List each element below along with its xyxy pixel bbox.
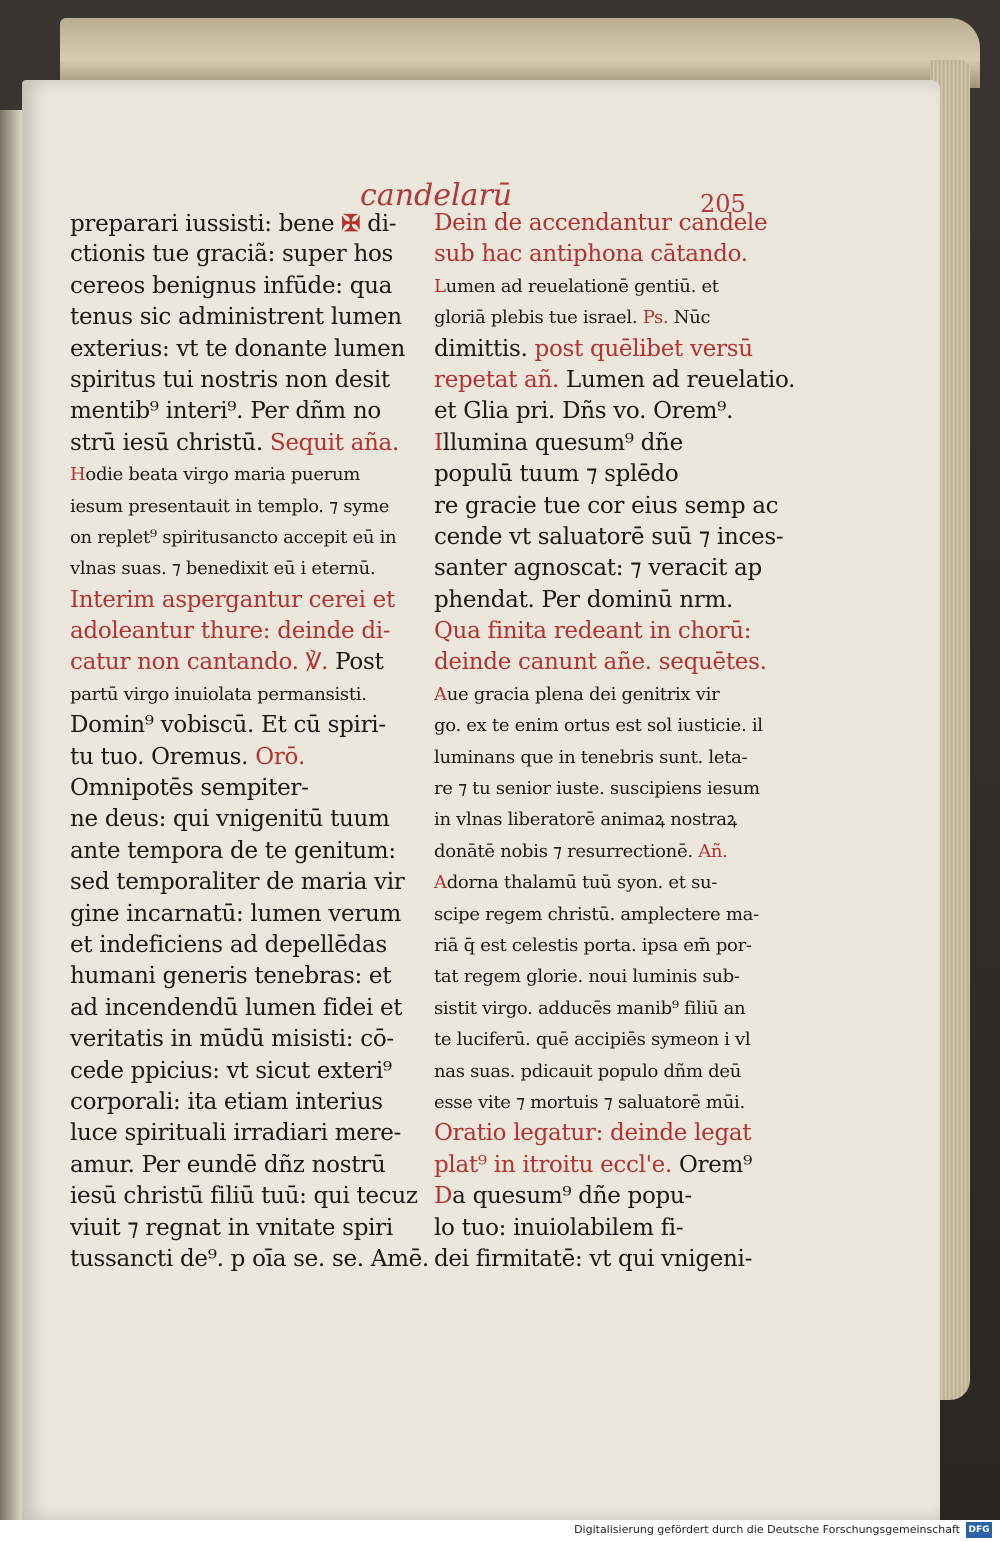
text-line: dei firmitatē: vt qui vnigeni- xyxy=(434,1245,753,1272)
text-line: Interim aspergantur cerei et xyxy=(70,586,395,613)
text-line: iesum presentauit in templo. ⁊ syme xyxy=(70,495,390,517)
text-line: et indeficiens ad depellēdas xyxy=(70,931,387,958)
text-line: Dein de accendantur candele xyxy=(434,210,768,236)
text-line: Illumina quesum⁹ dñe xyxy=(434,429,683,456)
text-line: luce spirituali irradiari mere- xyxy=(70,1120,402,1147)
text-line: Aue gracia plena dei genitrix vir xyxy=(434,683,720,705)
text-line: partū virgo inuiolata permansisti. xyxy=(70,683,367,705)
text-line: preparari iussisti: bene ✠ di- xyxy=(70,210,397,237)
text-line: viuit ⁊ regnat in vnitate spiri xyxy=(70,1214,393,1241)
text-line: cede ppicius: vt sicut exteri⁹ xyxy=(70,1057,392,1084)
text-line: ne deus: qui vnigenitū tuum xyxy=(70,806,390,833)
text-line: deinde canunt añe. sequētes. xyxy=(434,649,767,676)
text-line: mentib⁹ interi⁹. Per dñm no xyxy=(70,398,381,425)
text-line: te luciferū. quē accipiēs symeon i vl xyxy=(434,1029,751,1051)
dfg-logo: DFG xyxy=(966,1522,992,1538)
running-head: candelarū xyxy=(360,178,513,213)
text-line: catur non cantando. ℣. Post xyxy=(70,649,384,676)
text-line: adoleantur thure: deinde di- xyxy=(70,618,391,645)
text-line: ctionis tue graciã: super hos xyxy=(70,241,394,268)
text-line: riā q̄ est celestis porta. ipsa em̄ por- xyxy=(434,934,752,956)
text-line: on replet⁹ spiritusancto accepit eū in xyxy=(70,526,397,548)
folio-number: 205 xyxy=(700,190,746,218)
text-line: Hodie beata virgo maria puerum xyxy=(70,464,361,486)
text-line: nas suas. pdicauit populo dñm deū xyxy=(434,1060,742,1082)
text-line: Qua finita redeant in chorū: xyxy=(434,618,752,645)
text-line: tussancti de⁹. p oīa se. se. Amē. xyxy=(70,1245,429,1272)
text-line: ad incendendū lumen fidei et xyxy=(70,994,403,1021)
footer-bar xyxy=(0,1520,1000,1541)
text-line: humani generis tenebras: et xyxy=(70,963,392,990)
text-line: cende vt saluatorē suū ⁊ inces- xyxy=(434,523,784,550)
text-line: donātē nobis ⁊ resurrectionē. Añ. xyxy=(434,840,728,862)
page-edges-top xyxy=(60,18,980,88)
text-line: repetat añ. Lumen ad reuelatio. xyxy=(434,366,796,393)
text-line: sed temporaliter de maria vir xyxy=(70,869,405,896)
text-line: strū iesū christū. Sequit aña. xyxy=(70,429,399,456)
text-line: spiritus tui nostris non desit xyxy=(70,366,390,393)
left-column xyxy=(70,208,430,1275)
text-line: tat regem glorie. noui luminis sub- xyxy=(434,966,740,988)
text-line: re gracie tue cor eius semp ac xyxy=(434,492,779,519)
text-line: Adorna thalamū tuū syon. et su- xyxy=(434,872,718,894)
text-line: gine incarnatū: lumen verum xyxy=(70,900,402,927)
text-line: santer agnoscat: ⁊ veracit ap xyxy=(434,555,762,582)
text-line: scipe regem christū. amplectere ma- xyxy=(434,903,759,925)
text-line: dimittis. post quēlibet versū xyxy=(434,335,753,362)
text-line: re ⁊ tu senior iuste. suscipiens iesum xyxy=(434,778,760,800)
text-line: lo tuo: inuiolabilem fi- xyxy=(434,1214,684,1241)
text-line: corporali: ita etiam interius xyxy=(70,1088,383,1115)
text-line: esse vite ⁊ mortuis ⁊ saluatorē mūi. xyxy=(434,1091,745,1113)
text-line: exterius: vt te donante lumen xyxy=(70,335,405,362)
text-line: tu tuo. Oremus. Orō. xyxy=(70,743,306,770)
text-line: ante tempora de te genitum: xyxy=(70,837,396,864)
text-line: sistit virgo. adducēs manib⁹ filiū an xyxy=(434,997,746,1019)
text-line: gloriā plebis tue israel. Ps. Nūc xyxy=(434,307,711,329)
text-line: et Glia pri. Dñs vo. Orem⁹. xyxy=(434,398,734,425)
right-column xyxy=(434,208,804,1275)
text-line: phendat. Per dominū nrm. xyxy=(434,586,734,613)
text-line: tenus sic administrent lumen xyxy=(70,304,402,331)
text-line: cereos benignus infūde: qua xyxy=(70,272,393,299)
text-line: iesū christū filiū tuū: qui tecuz xyxy=(70,1183,418,1210)
text-line: Domin⁹ vobiscū. Et cū spiri- xyxy=(70,712,386,739)
text-line: amur. Per eundē dñz nostrū xyxy=(70,1151,386,1178)
text-line: plat⁹ in itroitu eccl'e. Orem⁹ xyxy=(434,1151,752,1178)
text-line: Lumen ad reuelationē gentiū. et xyxy=(434,275,719,297)
text-line: luminans que in tenebris sunt. leta- xyxy=(434,746,748,768)
text-line: in vlnas liberatorē animaꝝ nostraꝝ xyxy=(434,809,737,831)
text-line: veritatis in mūdū misisti: cō- xyxy=(70,1026,394,1053)
text-line: sub hac antiphona cātando. xyxy=(434,241,748,268)
text-line: Omnipotēs sempiter- xyxy=(70,775,309,802)
funding-credit: Digitalisierung gefördert durch die Deutsche Forschungsgemeinschaft xyxy=(574,1523,960,1536)
text-line: vlnas suas. ⁊ benedixit eū i eternū. xyxy=(70,558,376,580)
text-line: go. ex te enim ortus est sol iusticie. il xyxy=(434,715,763,737)
book-page xyxy=(22,80,940,1520)
text-line: Da quesum⁹ dñe popu- xyxy=(434,1183,692,1210)
text-line: Oratio legatur: deinde legat xyxy=(434,1120,752,1147)
text-line: populū tuum ⁊ splēdo xyxy=(434,461,679,488)
